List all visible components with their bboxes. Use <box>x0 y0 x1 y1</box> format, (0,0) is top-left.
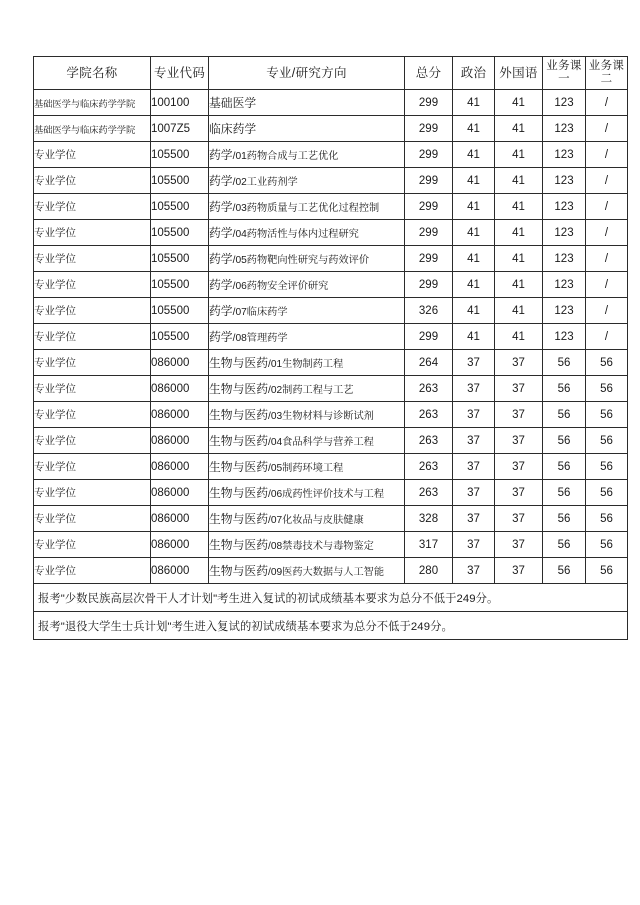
column-header-major-direction: 专业/研究方向 <box>209 57 405 90</box>
cell-professional-course-1-score: 56 <box>543 376 586 402</box>
table-row <box>34 90 628 116</box>
cell-professional-course-2-score: 56 <box>586 402 628 428</box>
table-row <box>34 428 628 454</box>
column-header-professional-course-2 <box>586 57 628 90</box>
prof2-label-line2: 二 <box>600 73 613 85</box>
table-note-row <box>34 612 628 640</box>
table-row <box>34 506 628 532</box>
cell-college: 专业学位 <box>34 506 151 532</box>
cell-total-score: 328 <box>405 506 453 532</box>
prof1-label-line2: 一 <box>558 73 570 85</box>
cell-major-code: 105500 <box>151 324 209 350</box>
table-row <box>34 480 628 506</box>
major-name: 生物与医药 <box>209 408 268 422</box>
cell-major-direction <box>209 298 405 324</box>
column-header-professional-course-1 <box>543 57 586 90</box>
research-direction: /02工业药剂学 <box>232 177 298 188</box>
cell-major-direction <box>209 168 405 194</box>
cell-professional-course-1-score: 56 <box>543 454 586 480</box>
cell-foreign-language-score: 41 <box>495 246 543 272</box>
column-header-politics: 政治 <box>453 57 495 90</box>
cell-foreign-language-score: 41 <box>495 168 543 194</box>
cell-major-code: 105500 <box>151 272 209 298</box>
cell-professional-course-2-score: 56 <box>586 532 628 558</box>
cell-politics-score: 37 <box>453 376 495 402</box>
research-direction: /07临床药学 <box>232 307 288 318</box>
cell-politics-score: 41 <box>453 324 495 350</box>
cell-major-code: 086000 <box>151 350 209 376</box>
cell-professional-course-2-score: / <box>586 298 628 324</box>
cell-foreign-language-score: 41 <box>495 142 543 168</box>
cell-total-score: 317 <box>405 532 453 558</box>
cell-major-direction <box>209 90 405 116</box>
cell-major-direction <box>209 116 405 142</box>
cell-professional-course-1-score: 123 <box>543 272 586 298</box>
cell-total-score: 263 <box>405 454 453 480</box>
cell-foreign-language-score: 41 <box>495 298 543 324</box>
cell-professional-course-1-score: 56 <box>543 480 586 506</box>
cell-total-score: 299 <box>405 324 453 350</box>
cell-politics-score: 41 <box>453 142 495 168</box>
table-row <box>34 272 628 298</box>
cell-professional-course-2-score: / <box>586 324 628 350</box>
cell-college: 专业学位 <box>34 246 151 272</box>
cell-college: 专业学位 <box>34 194 151 220</box>
cell-professional-course-2-score: 56 <box>586 454 628 480</box>
cell-major-code: 105500 <box>151 168 209 194</box>
cell-college: 专业学位 <box>34 220 151 246</box>
table-row <box>34 532 628 558</box>
cell-major-direction <box>209 194 405 220</box>
research-direction: /05制药环境工程 <box>268 463 344 474</box>
cell-foreign-language-score: 41 <box>495 116 543 142</box>
cell-professional-course-2-score: 56 <box>586 558 628 584</box>
cell-professional-course-2-score: / <box>586 272 628 298</box>
prof1-label-line1: 业务课 <box>546 60 582 73</box>
cell-politics-score: 41 <box>453 194 495 220</box>
cell-major-code: 105500 <box>151 298 209 324</box>
major-name: 药学 <box>209 252 233 266</box>
cell-total-score: 280 <box>405 558 453 584</box>
cell-major-direction <box>209 246 405 272</box>
cell-foreign-language-score: 37 <box>495 350 543 376</box>
cell-professional-course-1-score: 123 <box>543 246 586 272</box>
cell-major-code: 105500 <box>151 142 209 168</box>
major-name: 生物与医药 <box>209 486 268 500</box>
cell-foreign-language-score: 37 <box>495 454 543 480</box>
cell-total-score: 299 <box>405 246 453 272</box>
note-text: 报考"退役大学生士兵计划"考生进入复试的初试成绩基本要求为总分不低于249分。 <box>34 612 628 640</box>
major-name: 生物与医药 <box>209 356 268 370</box>
cell-college: 专业学位 <box>34 168 151 194</box>
cell-professional-course-2-score: 56 <box>586 350 628 376</box>
cell-major-code: 100100 <box>151 90 209 116</box>
cell-politics-score: 41 <box>453 246 495 272</box>
cell-professional-course-2-score: / <box>586 168 628 194</box>
cell-professional-course-2-score: 56 <box>586 506 628 532</box>
cell-college: 基础医学与临床药学学院 <box>34 116 151 142</box>
cell-professional-course-2-score: 56 <box>586 376 628 402</box>
prof2-label-line1: 业务课 <box>588 60 625 73</box>
cell-major-direction <box>209 272 405 298</box>
column-header-foreign-language: 外国语 <box>495 57 543 90</box>
cell-total-score: 264 <box>405 350 453 376</box>
admission-score-table <box>33 56 628 640</box>
major-name: 生物与医药 <box>209 460 268 474</box>
major-name: 药学 <box>209 148 233 162</box>
cell-major-direction <box>209 480 405 506</box>
cell-professional-course-2-score: / <box>586 90 628 116</box>
cell-college: 专业学位 <box>34 324 151 350</box>
cell-politics-score: 37 <box>453 532 495 558</box>
cell-politics-score: 41 <box>453 298 495 324</box>
cell-politics-score: 37 <box>453 454 495 480</box>
column-header-total-score: 总分 <box>405 57 453 90</box>
table-row <box>34 116 628 142</box>
cell-professional-course-2-score: / <box>586 116 628 142</box>
column-header-college: 学院名称 <box>34 57 151 90</box>
cell-major-code: 105500 <box>151 194 209 220</box>
major-name: 药学 <box>209 226 233 240</box>
cell-professional-course-1-score: 123 <box>543 324 586 350</box>
cell-major-direction <box>209 402 405 428</box>
cell-college: 专业学位 <box>34 376 151 402</box>
cell-college: 专业学位 <box>34 480 151 506</box>
cell-foreign-language-score: 41 <box>495 272 543 298</box>
cell-professional-course-2-score: 56 <box>586 480 628 506</box>
cell-major-direction <box>209 220 405 246</box>
cell-major-direction <box>209 350 405 376</box>
cell-college: 专业学位 <box>34 558 151 584</box>
table-row <box>34 376 628 402</box>
cell-professional-course-1-score: 56 <box>543 350 586 376</box>
research-direction: /06成药性评价技术与工程 <box>268 489 385 500</box>
major-name: 药学 <box>209 174 233 188</box>
cell-politics-score: 37 <box>453 506 495 532</box>
cell-college: 专业学位 <box>34 142 151 168</box>
major-name: 生物与医药 <box>209 434 268 448</box>
research-direction: /03药物质量与工艺优化过程控制 <box>232 203 380 214</box>
table-row <box>34 324 628 350</box>
cell-professional-course-2-score: / <box>586 194 628 220</box>
cell-major-direction <box>209 506 405 532</box>
cell-major-code: 086000 <box>151 428 209 454</box>
cell-total-score: 299 <box>405 116 453 142</box>
research-direction: /08管理药学 <box>232 333 288 344</box>
cell-professional-course-2-score: / <box>586 246 628 272</box>
table-row <box>34 194 628 220</box>
research-direction: /03生物材料与诊断试剂 <box>268 411 374 422</box>
cell-professional-course-1-score: 123 <box>543 194 586 220</box>
major-name: 临床药学 <box>209 122 257 136</box>
cell-politics-score: 41 <box>453 220 495 246</box>
cell-foreign-language-score: 37 <box>495 402 543 428</box>
research-direction: /08禁毒技术与毒物鉴定 <box>268 541 374 552</box>
cell-major-direction <box>209 142 405 168</box>
cell-major-direction <box>209 558 405 584</box>
research-direction: /02制药工程与工艺 <box>268 385 354 396</box>
cell-college: 专业学位 <box>34 428 151 454</box>
cell-professional-course-1-score: 56 <box>543 532 586 558</box>
cell-politics-score: 37 <box>453 480 495 506</box>
cell-college: 专业学位 <box>34 402 151 428</box>
cell-politics-score: 41 <box>453 116 495 142</box>
table-row <box>34 350 628 376</box>
major-name: 药学 <box>209 278 233 292</box>
cell-total-score: 299 <box>405 142 453 168</box>
header-row <box>34 57 628 90</box>
table-note-row <box>34 584 628 612</box>
cell-major-code: 086000 <box>151 402 209 428</box>
cell-professional-course-1-score: 56 <box>543 428 586 454</box>
cell-professional-course-2-score: / <box>586 220 628 246</box>
research-direction: /01药物合成与工艺优化 <box>232 151 339 162</box>
cell-major-code: 086000 <box>151 480 209 506</box>
cell-politics-score: 37 <box>453 350 495 376</box>
major-name: 生物与医药 <box>209 382 268 396</box>
column-header-major-code: 专业代码 <box>151 57 209 90</box>
cell-major-code: 086000 <box>151 454 209 480</box>
cell-foreign-language-score: 41 <box>495 194 543 220</box>
research-direction: /04药物活性与体内过程研究 <box>232 229 359 240</box>
table-row <box>34 558 628 584</box>
cell-college: 专业学位 <box>34 298 151 324</box>
cell-major-direction <box>209 376 405 402</box>
cell-foreign-language-score: 37 <box>495 376 543 402</box>
cell-professional-course-1-score: 123 <box>543 298 586 324</box>
cell-foreign-language-score: 37 <box>495 532 543 558</box>
major-name: 药学 <box>209 200 233 214</box>
cell-politics-score: 41 <box>453 272 495 298</box>
major-name: 生物与医药 <box>209 564 268 578</box>
cell-major-code: 086000 <box>151 558 209 584</box>
cell-major-direction <box>209 454 405 480</box>
cell-college: 专业学位 <box>34 532 151 558</box>
major-name: 基础医学 <box>209 96 257 110</box>
cell-major-direction <box>209 532 405 558</box>
cell-professional-course-2-score: / <box>586 142 628 168</box>
note-text: 报考"少数民族高层次骨干人才计划"考生进入复试的初试成绩基本要求为总分不低于249分。 <box>34 584 628 612</box>
table-row <box>34 454 628 480</box>
cell-major-code: 086000 <box>151 532 209 558</box>
table-row <box>34 298 628 324</box>
cell-professional-course-1-score: 123 <box>543 220 586 246</box>
table-row <box>34 168 628 194</box>
cell-foreign-language-score: 37 <box>495 480 543 506</box>
research-direction: /06药物安全评价研究 <box>232 281 329 292</box>
cell-foreign-language-score: 37 <box>495 428 543 454</box>
cell-total-score: 326 <box>405 298 453 324</box>
table-row <box>34 402 628 428</box>
cell-professional-course-1-score: 123 <box>543 142 586 168</box>
cell-professional-course-1-score: 123 <box>543 116 586 142</box>
cell-politics-score: 37 <box>453 558 495 584</box>
cell-total-score: 299 <box>405 168 453 194</box>
cell-politics-score: 37 <box>453 428 495 454</box>
table-header <box>34 57 628 90</box>
cell-major-code: 105500 <box>151 220 209 246</box>
cell-major-direction <box>209 324 405 350</box>
cell-professional-course-1-score: 56 <box>543 506 586 532</box>
cell-major-code: 086000 <box>151 376 209 402</box>
cell-professional-course-1-score: 56 <box>543 558 586 584</box>
table-row <box>34 142 628 168</box>
cell-foreign-language-score: 41 <box>495 324 543 350</box>
cell-major-code: 1007Z5 <box>151 116 209 142</box>
major-name: 药学 <box>209 330 233 344</box>
table-row <box>34 246 628 272</box>
cell-total-score: 263 <box>405 402 453 428</box>
cell-total-score: 299 <box>405 220 453 246</box>
research-direction: /01生物制药工程 <box>268 359 344 370</box>
cell-total-score: 299 <box>405 90 453 116</box>
table-body <box>34 90 628 640</box>
cell-professional-course-1-score: 123 <box>543 168 586 194</box>
cell-college: 专业学位 <box>34 454 151 480</box>
major-name: 生物与医药 <box>209 512 268 526</box>
cell-college: 基础医学与临床药学学院 <box>34 90 151 116</box>
cell-major-direction <box>209 428 405 454</box>
cell-total-score: 299 <box>405 194 453 220</box>
major-name: 药学 <box>209 304 233 318</box>
cell-major-code: 105500 <box>151 246 209 272</box>
cell-total-score: 263 <box>405 376 453 402</box>
cell-total-score: 263 <box>405 480 453 506</box>
cell-politics-score: 41 <box>453 90 495 116</box>
research-direction: /04食品科学与营养工程 <box>268 437 374 448</box>
cell-foreign-language-score: 37 <box>495 506 543 532</box>
cell-college: 专业学位 <box>34 350 151 376</box>
score-table-container <box>33 56 625 640</box>
cell-foreign-language-score: 37 <box>495 558 543 584</box>
cell-total-score: 299 <box>405 272 453 298</box>
major-name: 生物与医药 <box>209 538 268 552</box>
cell-total-score: 263 <box>405 428 453 454</box>
cell-foreign-language-score: 41 <box>495 90 543 116</box>
cell-professional-course-2-score: 56 <box>586 428 628 454</box>
cell-major-code: 086000 <box>151 506 209 532</box>
cell-professional-course-1-score: 56 <box>543 402 586 428</box>
research-direction: /09医药大数据与人工智能 <box>268 567 385 578</box>
cell-politics-score: 37 <box>453 402 495 428</box>
cell-professional-course-1-score: 123 <box>543 90 586 116</box>
cell-foreign-language-score: 41 <box>495 220 543 246</box>
cell-college: 专业学位 <box>34 272 151 298</box>
research-direction: /05药物靶向性研究与药效评价 <box>232 255 370 266</box>
research-direction: /07化妆品与皮肤健康 <box>268 515 364 526</box>
table-row <box>34 220 628 246</box>
cell-politics-score: 41 <box>453 168 495 194</box>
